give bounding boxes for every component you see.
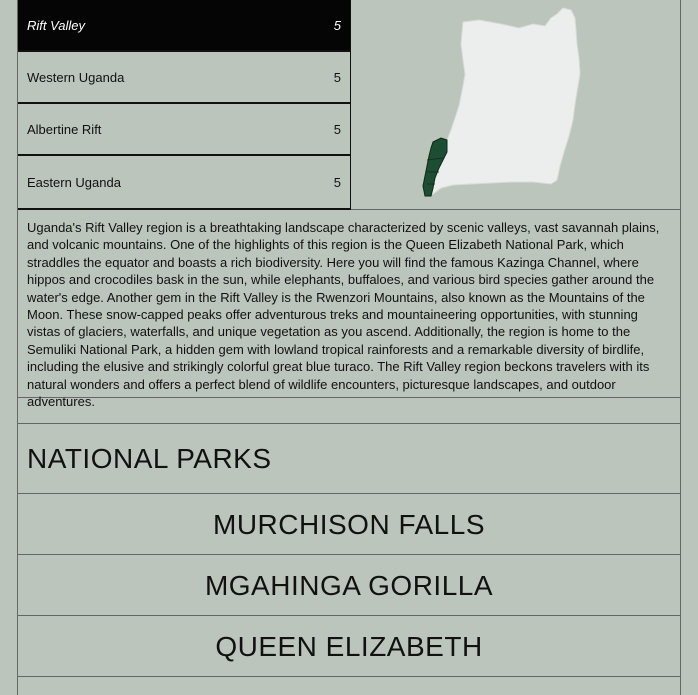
uganda-land xyxy=(425,8,580,196)
region-name: Eastern Uganda xyxy=(27,174,121,190)
park-item-mgahinga-gorilla[interactable]: MGAHINGA GORILLA xyxy=(18,555,680,616)
region-item-eastern-uganda[interactable] xyxy=(18,156,351,210)
region-item-western-uganda[interactable] xyxy=(18,52,351,104)
park-item-murchison-falls[interactable]: MURCHISON FALLS xyxy=(18,494,680,555)
region-name: Rift Valley xyxy=(27,17,86,33)
region-name: Western Uganda xyxy=(27,69,125,85)
page-frame xyxy=(17,0,681,695)
region-description: Uganda's Rift Valley region is a breathtaking landscape characterized by scenic valleys, vast savannah plains, and volcanic mountains. One of the highlights of this region is the Queen Elizabeth National Park, which straddles the equator and boasts a rich biodiversity. Here you will find the famous Kazinga Channel, where hippos and crocodiles bask in the sun, while elephants, buffaloes, and various bird species gather around the water's edge. Another gem in the Rift Valley is the Rwenzori Mountains, also known as the Mountains of the Moon. These snow-capped peaks offer adventurous treks and mountaineering opportunities, with stunning vistas of glaciers, waterfalls, and unique vegetation as you ascend. Additionally, the region is home to the Semuliki National Park, a hidden gem with lowland tropical rainforests and a remarkable diversity of birdlife, including the elusive and strikingly colorful great blue turaco. The Rift Valley region beckons travelers with its natural wonders and offers a perfect blend of wildlife encounters, picturesque landscapes, and outdoor adventures. xyxy=(18,210,680,398)
park-item-partial xyxy=(18,677,680,695)
region-item-rift-valley[interactable] xyxy=(18,0,351,52)
region-name: Albertine Rift xyxy=(27,121,102,137)
section-title: NATIONAL PARKS xyxy=(18,424,680,494)
region-selector xyxy=(18,0,680,210)
region-count: 5 xyxy=(333,17,341,33)
uganda-map-graphic xyxy=(351,0,680,210)
divider xyxy=(18,398,680,424)
region-item-albertine-rift[interactable] xyxy=(18,104,351,156)
park-item-queen-elizabeth[interactable]: QUEEN ELIZABETH xyxy=(18,616,680,677)
region-count: 5 xyxy=(333,69,341,85)
region-count: 5 xyxy=(333,174,341,190)
uganda-map xyxy=(351,0,680,210)
region-count: 5 xyxy=(333,121,341,137)
region-list xyxy=(18,0,351,210)
